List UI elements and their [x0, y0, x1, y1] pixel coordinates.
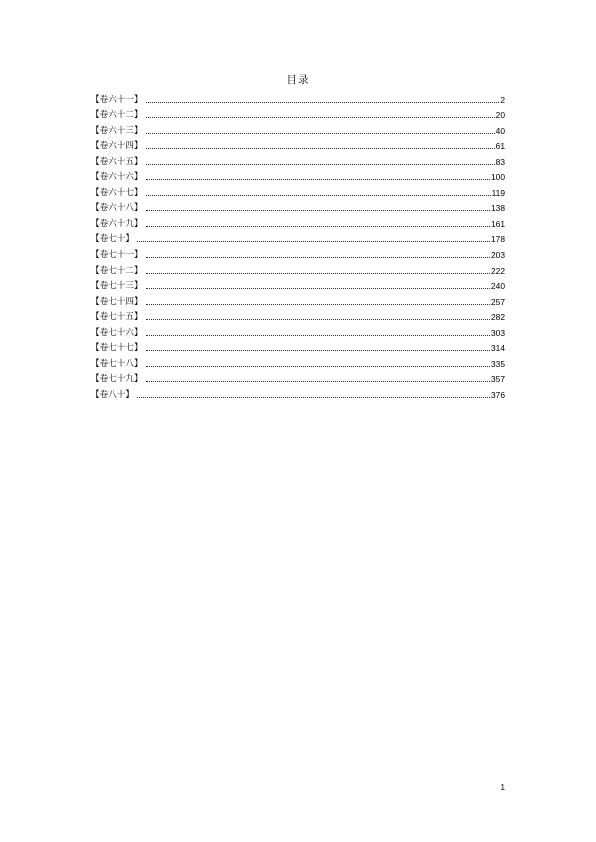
toc-dot-leader [146, 335, 490, 336]
toc-entry[interactable] [91, 354, 505, 370]
toc-dot-leader [137, 241, 490, 242]
toc-entry-page: 20 [495, 110, 505, 121]
toc-dot-leader [146, 164, 495, 165]
toc-entry-page: 138 [491, 203, 505, 214]
toc-list [91, 90, 505, 401]
toc-entry-label: 【卷七十三】 [91, 281, 143, 292]
toc-entry-label: 【卷六十七】 [91, 187, 143, 198]
toc-entry-label: 【卷七十七】 [91, 343, 143, 354]
toc-title: 目录 [286, 74, 310, 86]
toc-entry-label: 【卷六十一】 [91, 94, 143, 105]
toc-entry-page: 376 [491, 389, 505, 400]
toc-entry[interactable] [91, 106, 505, 122]
toc-entry-page: 335 [491, 358, 505, 369]
toc-entry-page: 61 [495, 141, 505, 152]
toc-dot-leader [146, 304, 490, 305]
toc-entry-label: 【卷六十八】 [91, 203, 143, 214]
toc-entry[interactable] [91, 245, 505, 261]
toc-entry-page: 222 [491, 265, 505, 276]
toc-entry[interactable] [91, 214, 505, 230]
toc-entry[interactable] [91, 183, 505, 199]
toc-entry[interactable] [91, 385, 505, 401]
toc-dot-leader [146, 366, 490, 367]
toc-entry-page: 100 [491, 172, 505, 183]
toc-entry[interactable] [91, 168, 505, 184]
toc-entry-page: 161 [491, 218, 505, 229]
toc-entry[interactable] [91, 370, 505, 386]
toc-entry[interactable] [91, 308, 505, 324]
toc-entry-page: 357 [491, 374, 505, 385]
toc-entry-page: 314 [491, 343, 505, 354]
toc-dot-leader [146, 179, 490, 180]
toc-entry[interactable] [91, 121, 505, 137]
toc-entry-page: 178 [491, 234, 505, 245]
toc-entry-page: 240 [491, 281, 505, 292]
toc-dot-leader [146, 226, 490, 227]
toc-dot-leader [146, 148, 495, 149]
toc-entry-label: 【卷六十四】 [91, 141, 143, 152]
toc-entry-page: 119 [491, 187, 505, 198]
toc-entry-label: 【卷七十二】 [91, 265, 143, 276]
toc-entry[interactable] [91, 152, 505, 168]
toc-entry-label: 【卷七十】 [91, 234, 134, 245]
toc-entry-page: 282 [491, 312, 505, 323]
toc-dot-leader [146, 117, 495, 118]
toc-entry-page: 257 [491, 296, 505, 307]
toc-entry-label: 【卷六十五】 [91, 156, 143, 167]
toc-dot-leader [146, 273, 490, 274]
toc-entry[interactable] [91, 199, 505, 215]
toc-entry-label: 【卷七十六】 [91, 327, 143, 338]
toc-entry[interactable] [91, 277, 505, 293]
toc-entry-page: 303 [491, 327, 505, 338]
toc-entry[interactable] [91, 323, 505, 339]
toc-entry[interactable] [91, 292, 505, 308]
toc-entry-label: 【卷六十九】 [91, 218, 143, 229]
page-number: 1 [500, 783, 505, 792]
toc-entry[interactable] [91, 261, 505, 277]
toc-entry-page: 83 [495, 156, 505, 167]
toc-entry[interactable] [91, 90, 505, 106]
toc-entry-page: 2 [500, 94, 505, 105]
toc-dot-leader [137, 397, 490, 398]
toc-dot-leader [146, 102, 500, 103]
toc-entry-page: 40 [495, 125, 505, 136]
toc-dot-leader [146, 288, 490, 289]
toc-entry-label: 【卷七十八】 [91, 358, 143, 369]
toc-dot-leader [146, 319, 490, 320]
toc-dot-leader [146, 195, 491, 196]
toc-entry-label: 【卷八十】 [91, 389, 134, 400]
toc-dot-leader [146, 210, 490, 211]
toc-entry-label: 【卷六十二】 [91, 110, 143, 121]
toc-entry-page: 203 [491, 250, 505, 261]
toc-entry-label: 【卷六十三】 [91, 125, 143, 136]
toc-entry[interactable] [91, 230, 505, 246]
toc-dot-leader [146, 257, 490, 258]
toc-dot-leader [146, 133, 495, 134]
toc-dot-leader [146, 381, 490, 382]
toc-entry-label: 【卷七十九】 [91, 374, 143, 385]
toc-entry-label: 【卷七十一】 [91, 250, 143, 261]
toc-entry[interactable] [91, 137, 505, 153]
toc-entry-label: 【卷六十六】 [91, 172, 143, 183]
toc-entry-label: 【卷七十五】 [91, 312, 143, 323]
toc-entry-label: 【卷七十四】 [91, 296, 143, 307]
toc-dot-leader [146, 350, 490, 351]
toc-entry[interactable] [91, 339, 505, 355]
